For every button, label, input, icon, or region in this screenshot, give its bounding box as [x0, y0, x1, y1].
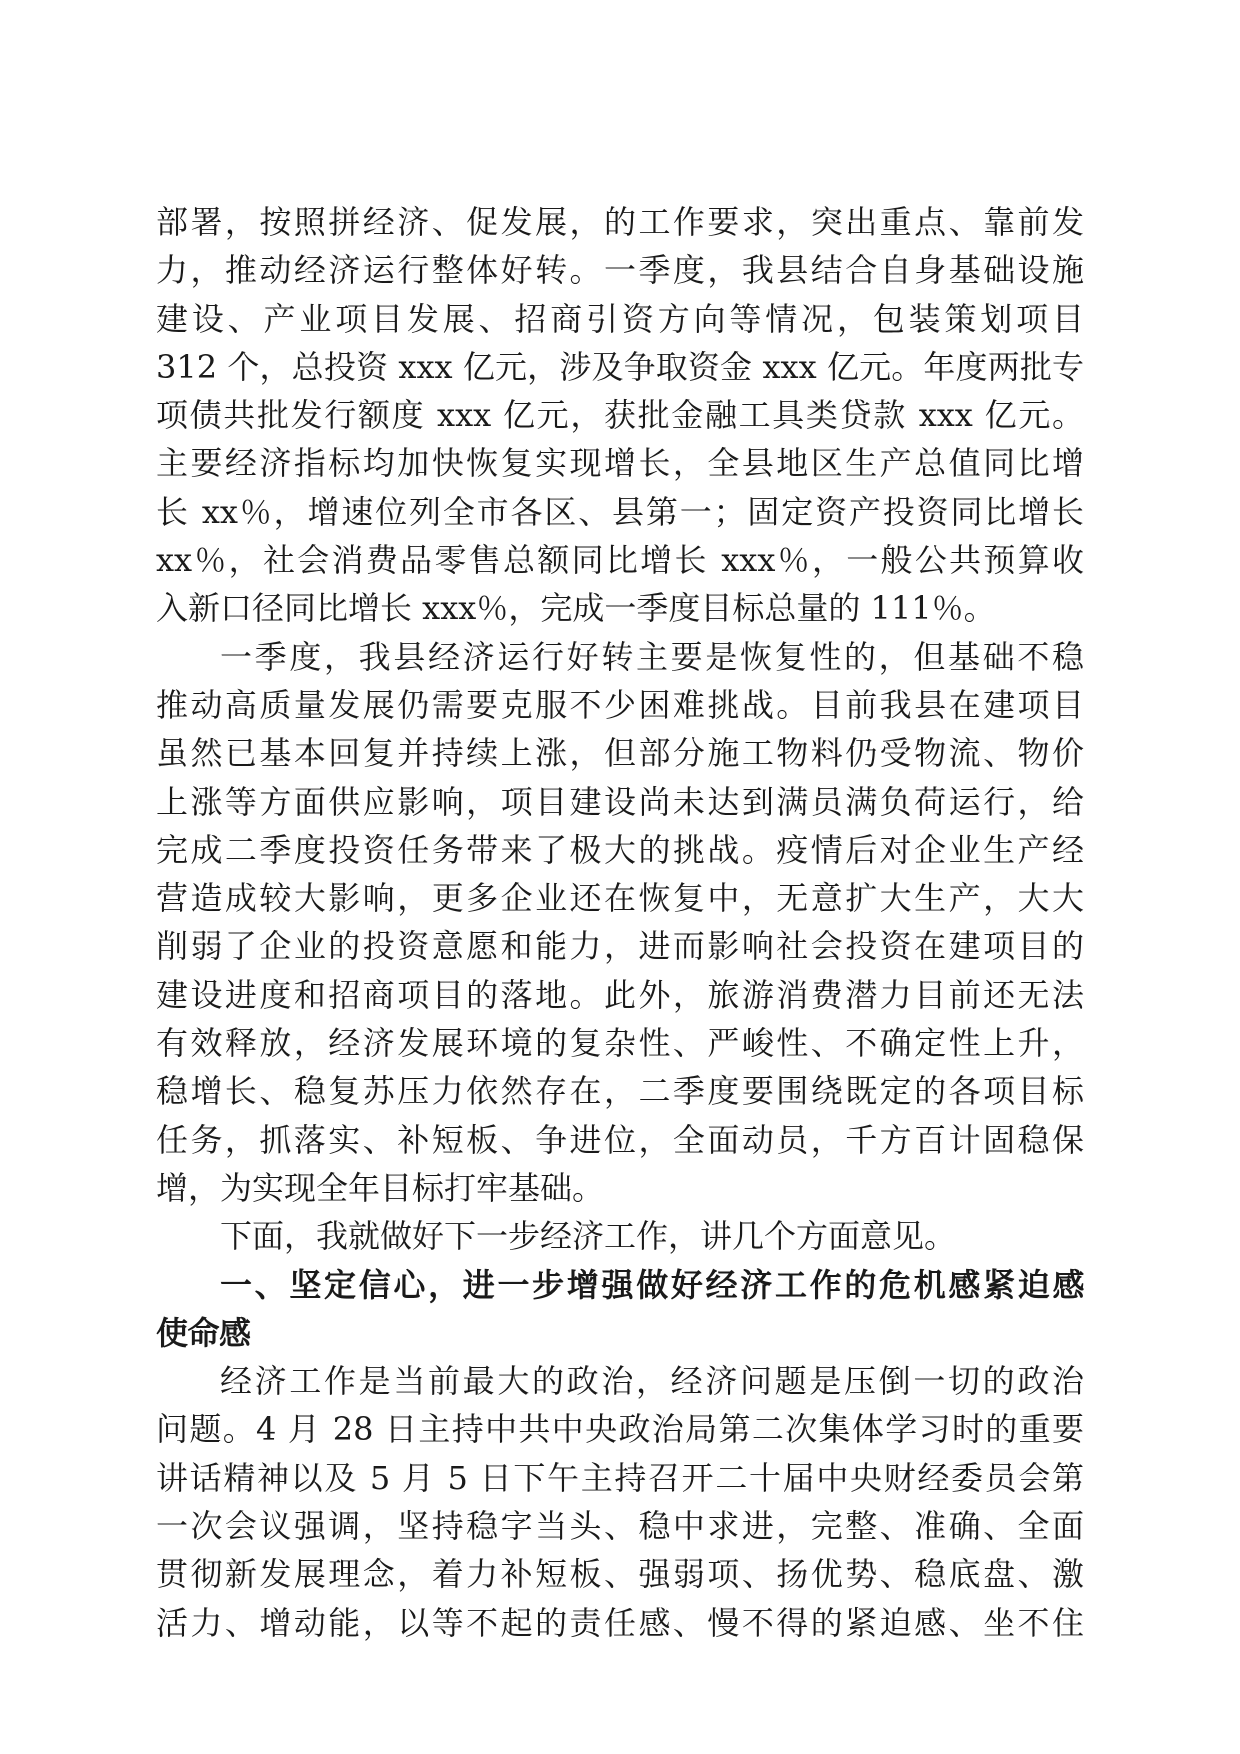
text-line: xx％，社会消费品零售总额同比增长 xxx％，一般公共预算收 — [156, 541, 1084, 580]
text-line: 增，为实现全年目标打牢基础。 — [156, 1168, 605, 1207]
text-line: 建设进度和招商项目的落地。此外，旅游消费潜力目前还无法 — [156, 975, 1084, 1014]
text-line: 建设、产业项目发展、招商引资方向等情况，包装策划项目 — [156, 299, 1084, 338]
text-line: 项债共批发行额度 xxx 亿元，获批金融工具类贷款 xxx 亿元。 — [156, 396, 1084, 435]
text-line: 有效释放，经济发展环境的复杂性、严峻性、不确定性上升， — [156, 1024, 1084, 1063]
section-heading — [156, 1261, 1084, 1358]
text-line: 一次会议强调，坚持稳字当头、稳中求进，完整、准确、全面 — [156, 1507, 1084, 1546]
paragraph — [156, 1212, 1084, 1260]
text-line: 贯彻新发展理念，着力补短板、强弱项、扬优势、稳底盘、激 — [156, 1555, 1084, 1594]
paragraph — [156, 198, 1084, 633]
paragraph — [156, 1357, 1084, 1647]
text-line: 问题。4 月 28 日主持中共中央政治局第二次集体学习时的重要 — [156, 1410, 1084, 1449]
text-line: 营造成较大影响，更多企业还在恢复中，无意扩大生产，大大 — [156, 879, 1084, 918]
text-line: 部署，按照拼经济、促发展，的工作要求，突出重点、靠前发 — [156, 203, 1084, 241]
text-line: 讲话精神以及 5 月 5 日下午主持召开二十届中央财经委员会第 — [156, 1458, 1084, 1497]
text-line: 经济工作是当前最大的政治，经济问题是压倒一切的政治 — [220, 1362, 1084, 1401]
heading-line: 使命感 — [156, 1313, 251, 1352]
text-line: 稳增长、稳复苏压力依然存在，二季度要围绕既定的各项目标 — [156, 1072, 1084, 1111]
text-line: 虽然已基本回复并持续上涨，但部分施工物料仍受物流、物价 — [156, 734, 1084, 773]
text-line: 主要经济指标均加快恢复实现增长，全县地区生产总值同比增 — [156, 444, 1084, 483]
text-line: 长 xx％，增速位列全市各区、县第一；固定资产投资同比增长 — [156, 492, 1084, 531]
text-line: 力，推动经济运行整体好转。一季度，我县结合自身基础设施 — [156, 251, 1084, 290]
text-line: 活力、增动能，以等不起的责任感、慢不得的紧迫感、坐不住 — [156, 1603, 1084, 1642]
heading-line: 一、坚定信心，进一步增强做好经济工作的危机感紧迫感 — [220, 1265, 1084, 1304]
text-line: 削弱了企业的投资意愿和能力，进而影响社会投资在建项目的 — [156, 927, 1084, 966]
text-line: 入新口径同比增长 xxx％，完成一季度目标总量的 111％。 — [156, 589, 996, 628]
document-body — [156, 198, 1084, 1647]
text-line: 一季度，我县经济运行好转主要是恢复性的，但基础不稳 — [220, 637, 1084, 676]
text-line: 推动高质量发展仍需要克服不少困难挑战。目前我县在建项目 — [156, 685, 1084, 724]
text-line: 完成二季度投资任务带来了极大的挑战。疫情后对企业生产经 — [156, 830, 1084, 869]
paragraph — [156, 633, 1084, 1213]
text-line: 下面，我就做好下一步经济工作，讲几个方面意见。 — [220, 1217, 957, 1256]
text-line: 312 个，总投资 xxx 亿元，涉及争取资金 xxx 亿元。年度两批专 — [156, 347, 1084, 386]
text-line: 上涨等方面供应影响，项目建设尚未达到满员满负荷运行，给 — [156, 782, 1084, 821]
text-line: 任务，抓落实、补短板、争进位，全面动员，千方百计固稳保 — [156, 1120, 1084, 1159]
